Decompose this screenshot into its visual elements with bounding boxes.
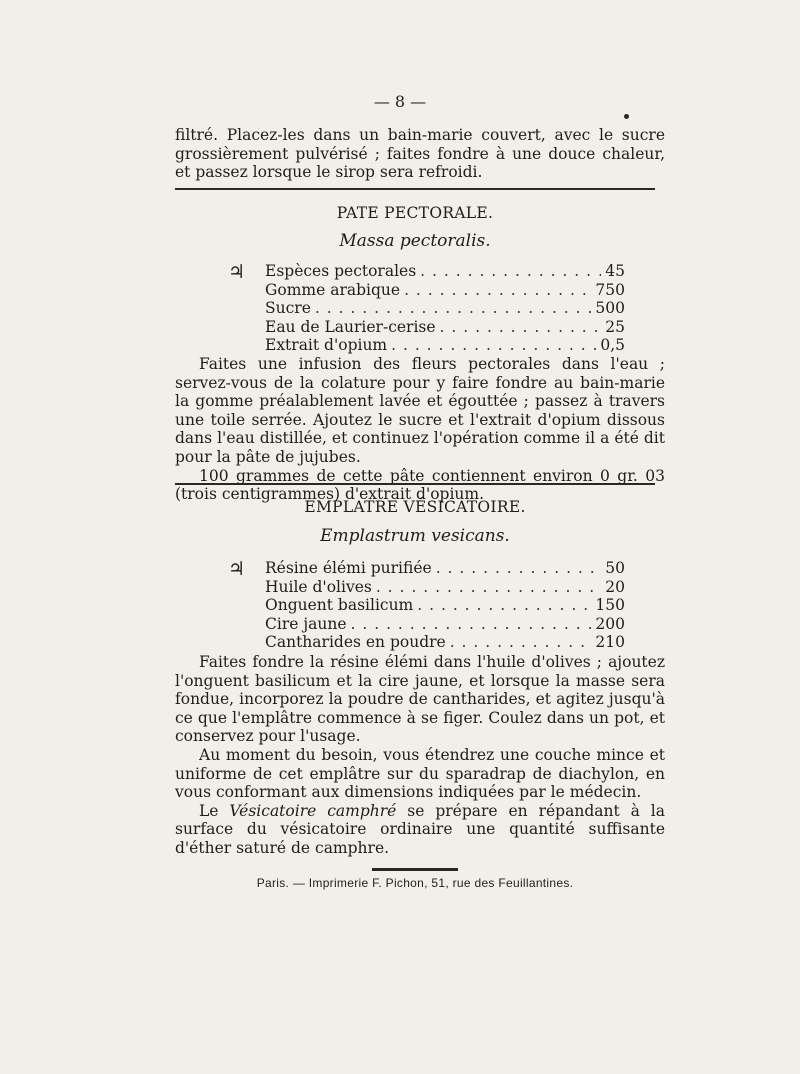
ingredient-qty: 210 xyxy=(595,633,625,652)
ingredient-row xyxy=(265,318,625,337)
ingredient-qty: 25 xyxy=(605,317,625,336)
section2-paragraph: Au moment du besoin, vous étendrez une couche mince et uniforme de cet emplâtre sur du sparadrap de diachylon, en vous conformant aux dimensions indiquées par le médecin. xyxy=(175,745,665,802)
ingredient-name: Extrait d'opium xyxy=(265,336,388,355)
ingredient-name: Résine élémi purifiée xyxy=(265,559,432,577)
ingredient-qty: 200 xyxy=(595,614,625,633)
ingredient-qty: 150 xyxy=(595,596,625,615)
ingredient-qty: 750 xyxy=(595,280,625,299)
section2-paragraph-3 xyxy=(175,802,665,858)
ingredient-qty: 45 xyxy=(605,262,625,280)
printer-footer: Paris. — Imprimerie F. Pichon, 51, rue des Feuillantines. xyxy=(256,876,574,890)
ingredient-row xyxy=(265,336,625,355)
para3-italic: Vésicatoire camphré xyxy=(229,801,397,820)
section-divider xyxy=(175,483,655,485)
ingredient-name: Onguent basilicum xyxy=(265,596,414,615)
ingredient-row xyxy=(265,578,625,597)
ingredient-qty: 500 xyxy=(595,299,625,318)
section1-paragraph: Faites une infusion des fleurs pectorales dans l'eau ; servez-vous de la colature pour y faire fondre au bain-marie la gomme préalablement lavée et égouttée ; passez à travers une toile serrée. Ajoutez le sucre et l'extrait d'opium dissous dans l'eau distillée, et continuez l'opération comme il a été dit pour la pâte de jujubes. xyxy=(175,355,665,466)
section1-ingredients xyxy=(265,262,625,355)
ingredient-row xyxy=(265,615,625,634)
recipe-symbol-icon: ♃ xyxy=(228,261,246,283)
footer-divider xyxy=(372,868,458,871)
intro-text: filtré. Placez-les dans un bain-marie couvert, avec le sucre grossièrement pulvérisé ; faites fondre à une douce chaleur, et passez lorsque le sirop sera refroidi. xyxy=(175,126,665,182)
ingredient-row xyxy=(265,299,625,318)
ingredient-name: Cantharides en poudre xyxy=(265,633,446,652)
ingredient-qty: 0,5 xyxy=(600,336,625,355)
ingredient-name: Gomme arabique xyxy=(265,280,401,299)
section-divider xyxy=(175,188,655,190)
ingredient-name: Cire jaune xyxy=(265,614,347,633)
recipe-symbol-icon: ♃ xyxy=(228,558,246,580)
ingredient-name: Eau de Laurier-cerise xyxy=(265,317,436,336)
ingredient-name: Espèces pectorales xyxy=(265,262,417,280)
page-number: — 8 — xyxy=(373,92,427,111)
section1-title: PATE PECTORALE. xyxy=(336,204,494,222)
ingredient-qty: 50 xyxy=(605,559,625,577)
section2-paragraph: Faites fondre la résine élémi dans l'huile d'olives ; ajoutez l'onguent basilicum et la cire jaune, et lorsque la masse sera fondue, incorporez la poudre de cantharides, et agitez jusqu'à ce que l'emplâtre commence à se figer. Coulez dans un pot, et conservez pour l'usage. xyxy=(175,653,665,746)
section1-latin: Massa pectoralis. xyxy=(339,231,491,251)
ingredient-row xyxy=(265,281,625,300)
ingredient-name: Huile d'olives xyxy=(265,577,372,596)
section2-body xyxy=(175,653,665,858)
section2-ingredients xyxy=(265,559,625,652)
section1-body xyxy=(175,355,665,504)
section1-paragraph: 100 grammes de cette pâte contiennent environ 0 gr. 03 (trois centigrammes) d'extrait d'opium. xyxy=(175,466,665,504)
ingredient-row xyxy=(265,262,625,281)
ingredient-row xyxy=(265,596,625,615)
section2-title: EMPLATRE VÉSICATOIRE. xyxy=(304,498,526,516)
para3-prefix: Le xyxy=(199,801,219,820)
intro-paragraph xyxy=(175,126,665,182)
ingredient-row xyxy=(265,633,625,652)
ingredient-name: Sucre xyxy=(265,299,311,318)
para3-suffix: se prépare en répandant à la surface du vésicatoire ordinaire une quantité suffisante d'éther saturé de camphre. xyxy=(175,801,665,857)
ink-dot xyxy=(624,114,629,119)
section2-latin: Emplastrum vesicans. xyxy=(320,526,510,546)
ingredient-row xyxy=(265,559,625,578)
ingredient-qty: 20 xyxy=(605,577,625,596)
